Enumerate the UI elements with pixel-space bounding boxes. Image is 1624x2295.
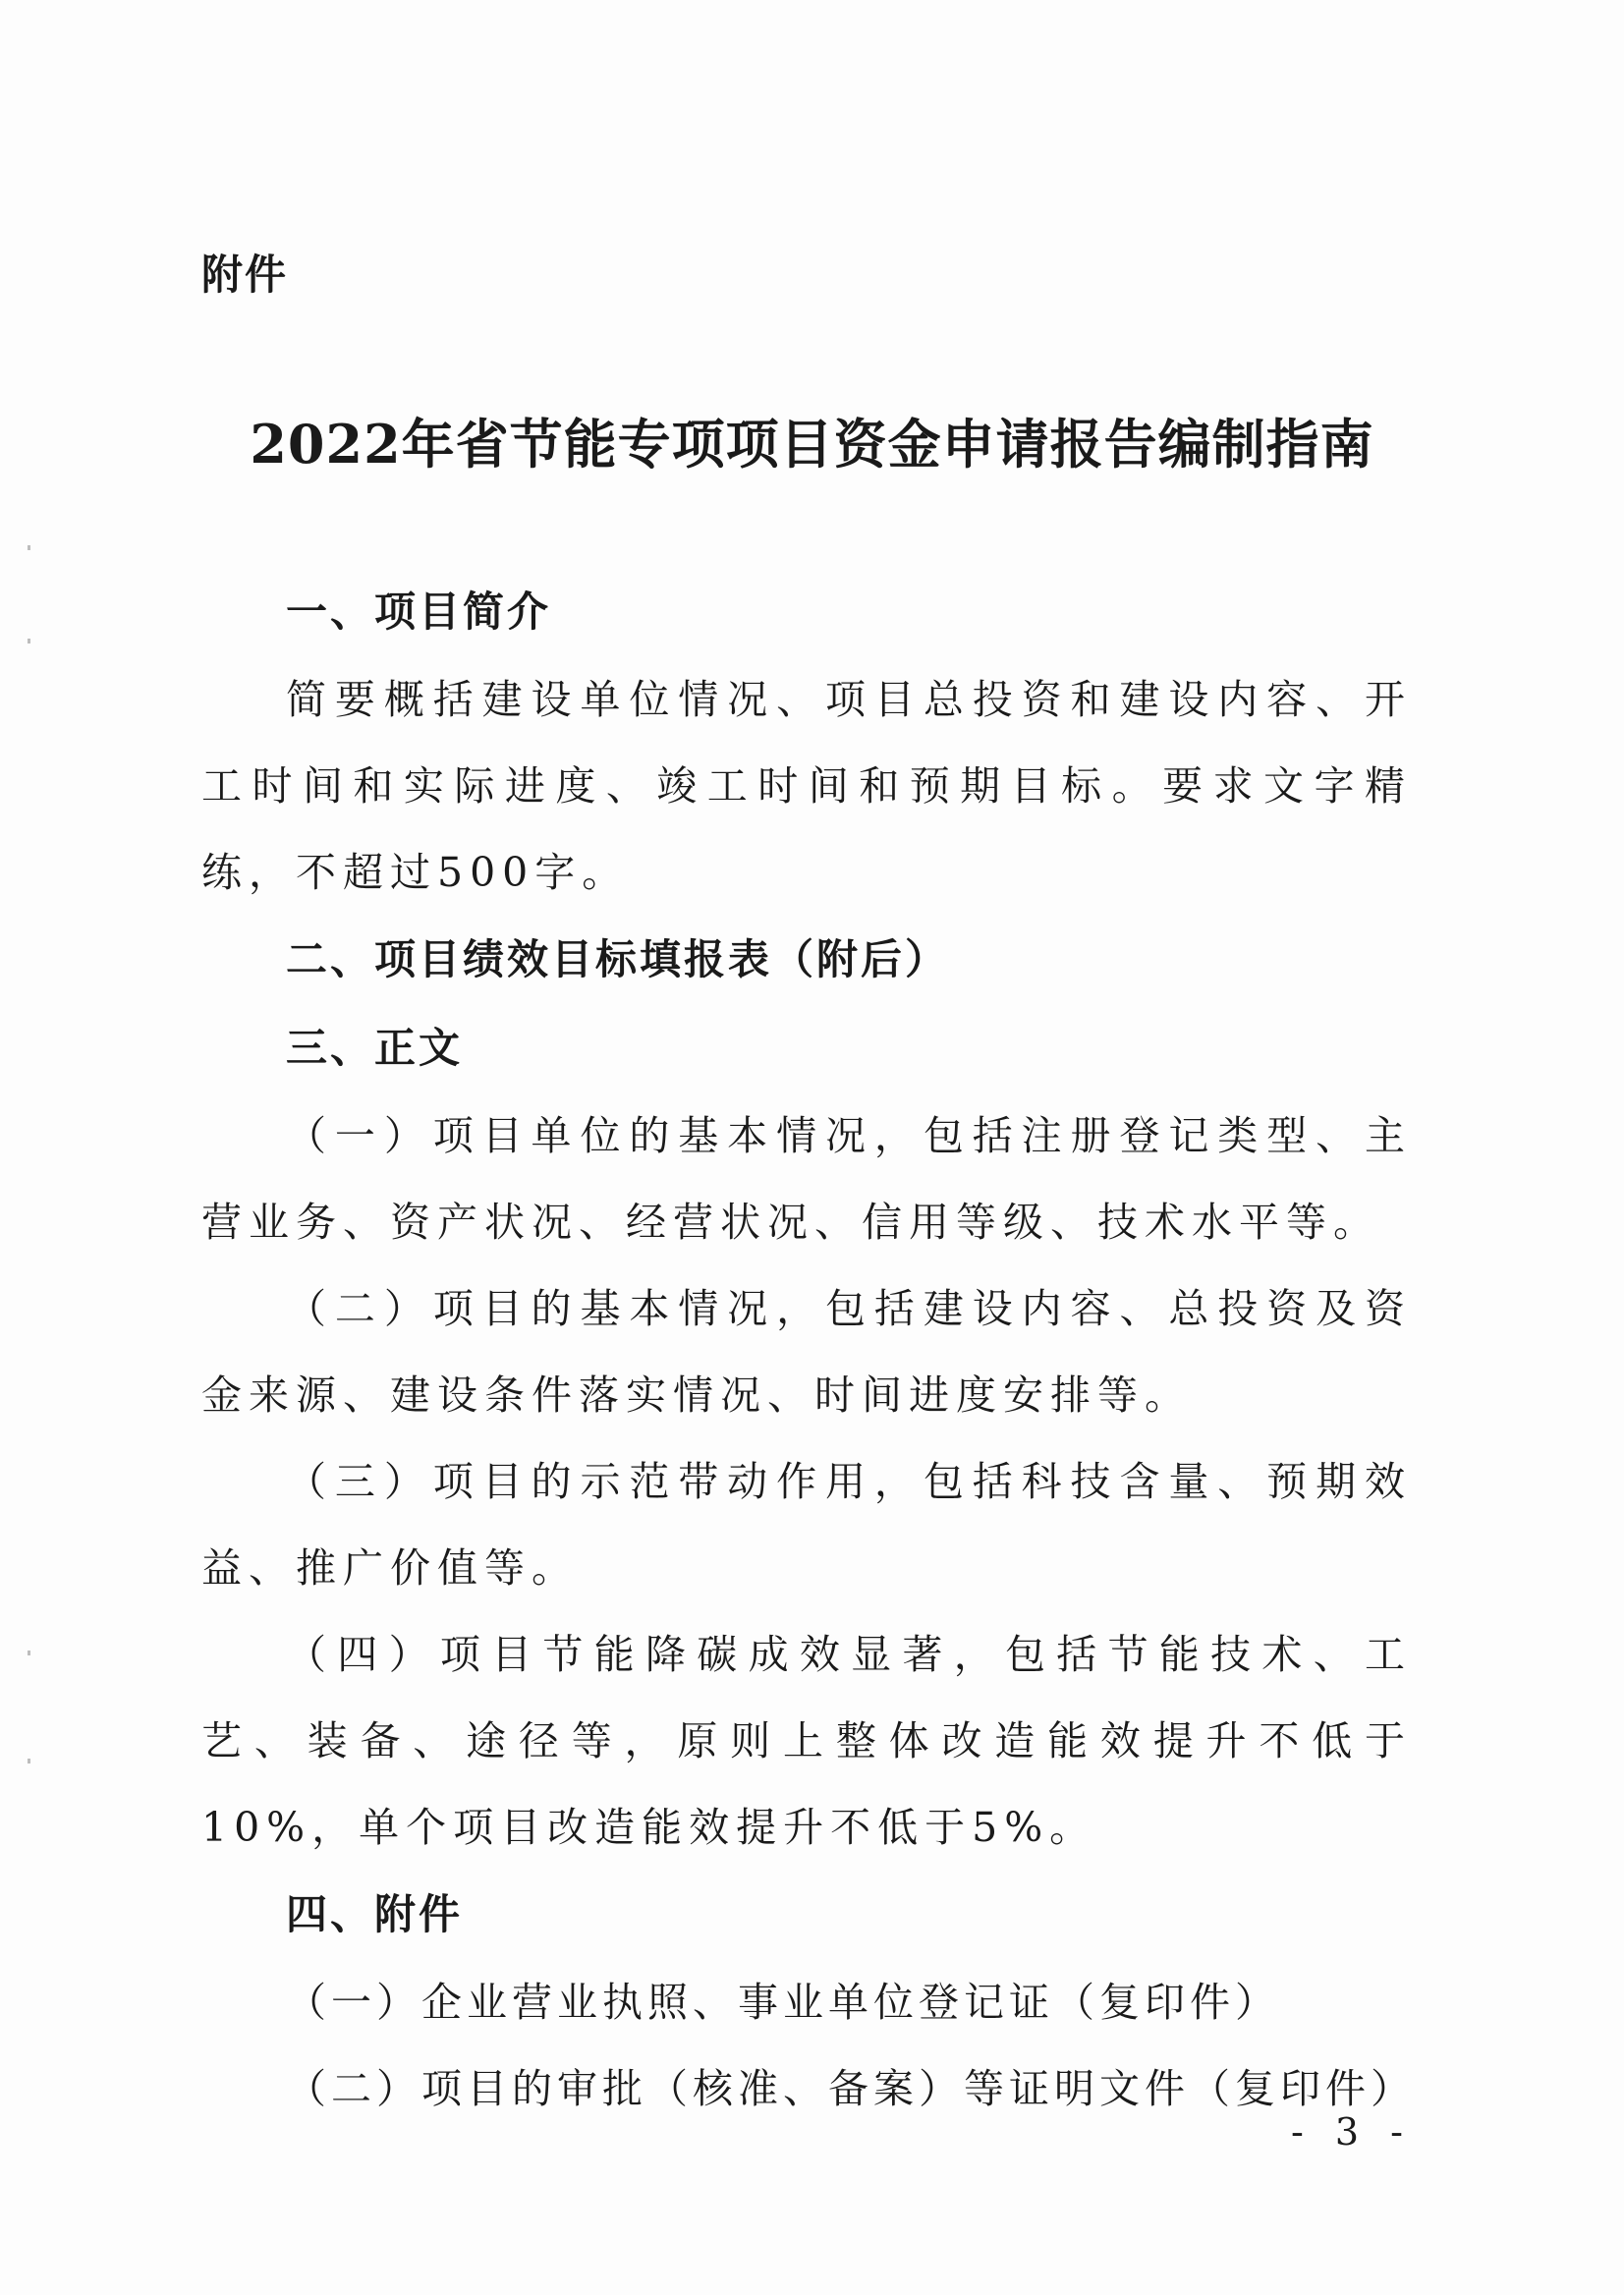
section-heading-attachments: 四、附件: [286, 1890, 464, 1938]
scan-mark: [28, 545, 30, 550]
section-heading-performance: 二、项目绩效目标填报表（附后）: [286, 935, 950, 983]
section-heading-main-text: 三、正文: [286, 1024, 464, 1072]
document-title: 2022年省节能专项项目资金申请报告编制指南: [250, 413, 1374, 476]
paragraph-unit-info: （一）项目单位的基本情况，包括注册登记类型、主营业务、资产状况、经营状况、信用等级、技术水平等。: [201, 1112, 1412, 1246]
scan-mark: [28, 639, 30, 644]
scan-mark: [28, 1651, 30, 1655]
page-number: - 3 -: [1290, 2110, 1413, 2154]
attachment-item-license: （一）企业营业执照、事业单位登记证（复印件）: [286, 1979, 1280, 2026]
scan-mark: [28, 1759, 30, 1763]
paragraph-demonstration: （三）项目的示范带动作用，包括科技含量、预期效益、推广价值等。: [201, 1458, 1412, 1592]
paragraph-energy-saving: （四）项目节能降碳成效显著，包括节能技术、工艺、装备、途径等，原则上整体改造能效提升不低于10%，单个项目改造能效提升不低于5%。: [201, 1631, 1412, 1851]
document-body: [201, 568, 1416, 2132]
paragraph-intro: 简要概括建设单位情况、项目总投资和建设内容、开工时间和实际进度、竣工时间和预期目标。要求文字精练，不超过500字。: [201, 676, 1412, 896]
section-heading-intro: 一、项目简介: [286, 588, 552, 636]
attachment-label: 附件: [201, 251, 289, 299]
attachment-item-approval: （二）项目的审批（核准、备案）等证明文件（复印件）: [286, 2065, 1416, 2112]
paragraph-project-info: （二）项目的基本情况，包括建设内容、总投资及资金来源、建设条件落实情况、时间进度安排等。: [201, 1285, 1412, 1419]
